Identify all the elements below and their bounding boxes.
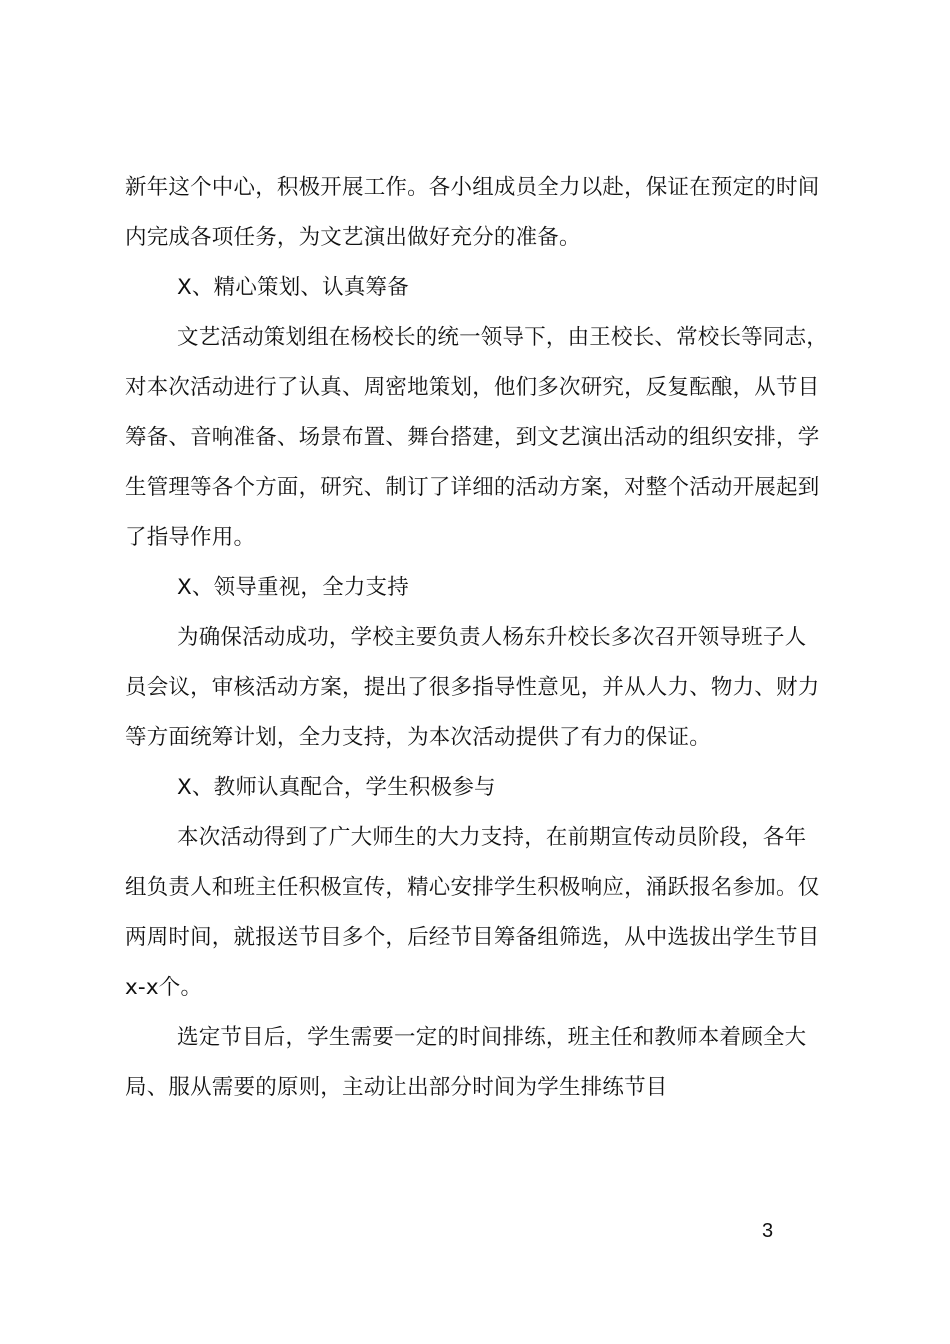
paragraph-line: 两周时间，就报送节目多个，后经节目筹备组筛选，从中选拔出学生节目 (125, 925, 820, 950)
section-heading: X、教师认真配合，学生积极参与 (177, 775, 496, 800)
paragraph-line: 文艺活动策划组在杨校长的统一领导下，由王校长、常校长等同志， (177, 325, 829, 350)
paragraph-line: 新年这个中心，积极开展工作。各小组成员全力以赴，保证在预定的时间 (125, 175, 820, 200)
section-heading: X、领导重视，全力支持 (177, 575, 409, 600)
paragraph-line: 等方面统筹计划，全力支持，为本次活动提供了有力的保证。 (125, 725, 711, 750)
paragraph-line: x-x个。 (125, 975, 203, 1000)
section-heading: X、精心策划、认真筹备 (177, 275, 409, 300)
paragraph-line: 对本次活动进行了认真、周密地策划，他们多次研究，反复酝酿，从节目 (125, 375, 820, 400)
paragraph-line: 局、服从需要的原则，主动让出部分时间为学生排练节目 (125, 1075, 668, 1100)
paragraph-line: 了指导作用。 (125, 525, 256, 550)
paragraph-line: 内完成各项任务，为文艺演出做好充分的准备。 (125, 225, 581, 250)
paragraph-line: 为确保活动成功，学校主要负责人杨东升校长多次召开领导班子人 (177, 625, 807, 650)
paragraph-line: 筹备、音响准备、场景布置、舞台搭建，到文艺演出活动的组织安排，学 (125, 425, 820, 450)
paragraph-line: 本次活动得到了广大师生的大力支持，在前期宣传动员阶段，各年 (177, 825, 807, 850)
paragraph-line: 生管理等各个方面，研究、制订了详细的活动方案，对整个活动开展起到 (125, 475, 820, 500)
paragraph-line: 选定节目后，学生需要一定的时间排练，班主任和教师本着顾全大 (177, 1025, 807, 1050)
paragraph-line: 员会议，审核活动方案，提出了很多指导性意见，并从人力、物力、财力 (125, 675, 820, 700)
page-number: 3 (762, 1220, 774, 1242)
paragraph-line: 组负责人和班主任积极宣传，精心安排学生积极响应，涌跃报名参加。仅 (125, 875, 820, 900)
